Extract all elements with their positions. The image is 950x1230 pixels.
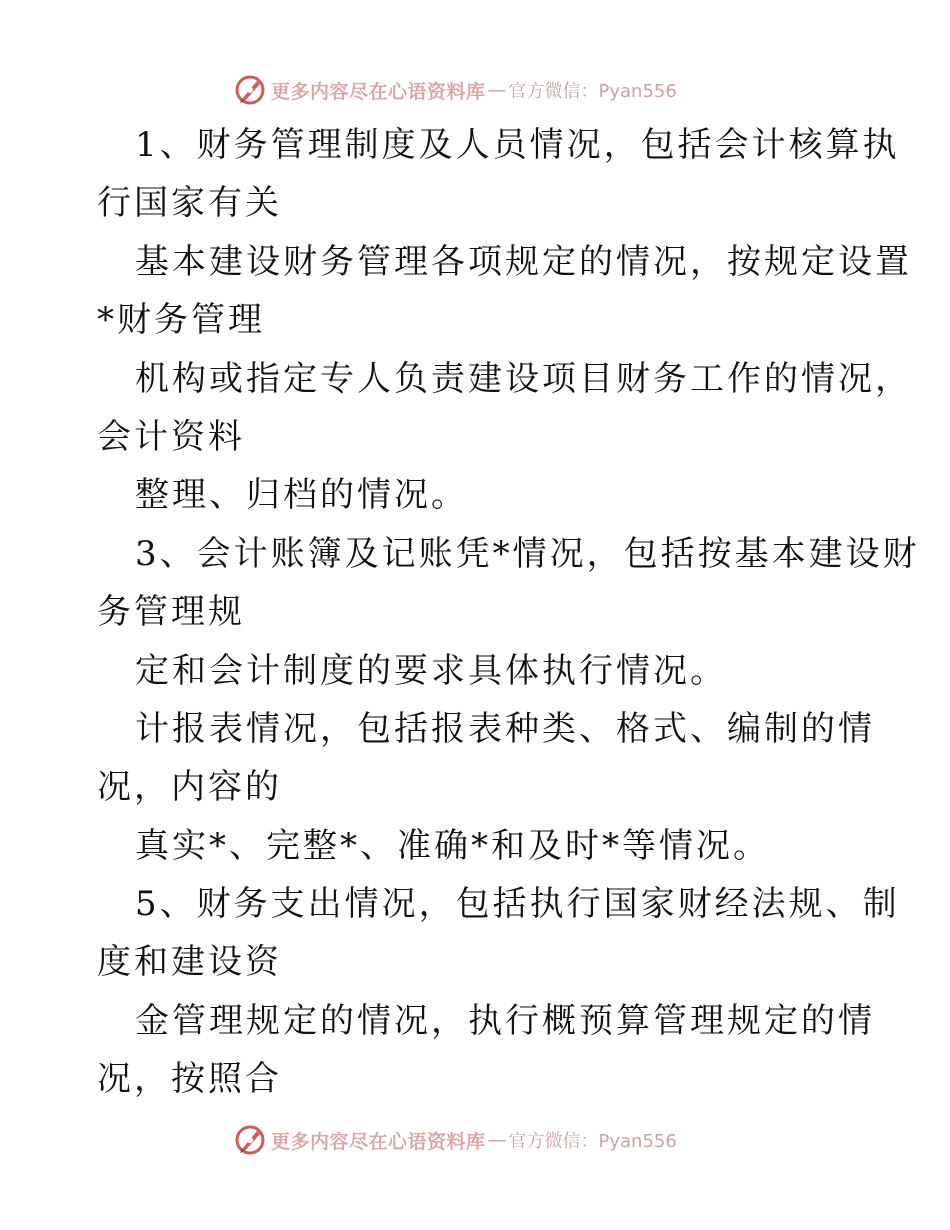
watermark-footer [233, 1122, 677, 1158]
text-line: 基本建设财务管理各项规定的情况，按规定设置 [135, 241, 912, 282]
pen-logo-icon [233, 73, 267, 107]
text-line: 金管理规定的情况，执行概预算管理规定的情 [135, 1000, 875, 1041]
watermark-site-text: 更多内容尽在心语资料库 [271, 80, 486, 103]
text-line: 机构或指定专人负责建设项目财务工作的情况， [135, 358, 912, 399]
document-body [97, 116, 920, 1109]
pen-logo-icon [233, 1123, 267, 1157]
text-line: 3、会计账簿及记账凭*情况，包括按基本建设财 [135, 533, 920, 574]
watermark-wechat-text: 官方微信：Pyan556 [508, 81, 677, 102]
text-line: 计报表情况，包括报表种类、格式、编制的情 [135, 708, 875, 749]
text-line: 会计资料 [97, 416, 245, 457]
text-line: 整理、归档的情况。 [135, 475, 468, 516]
watermark-separator: — [487, 1129, 507, 1151]
watermark-separator: — [487, 79, 507, 101]
text-line: 行国家有关 [97, 183, 282, 224]
watermark-wechat-text: 官方微信：Pyan556 [508, 1131, 677, 1152]
text-line: 度和建设资 [97, 942, 282, 983]
text-line: 况，按照合 [97, 1059, 282, 1100]
text-line: 5、财务支出情况，包括执行国家财经法规、制 [135, 884, 900, 925]
watermark-site-text: 更多内容尽在心语资料库 [271, 1130, 486, 1153]
text-line: 真实*、完整*、准确*和及时*等情况。 [135, 825, 770, 866]
text-line: 况，内容的 [97, 767, 282, 808]
text-line: *财务管理 [97, 300, 265, 341]
text-line: 1、财务管理制度及人员情况，包括会计核算执 [135, 125, 900, 165]
text-line: 定和会计制度的要求具体执行情况。 [135, 650, 727, 691]
text-line: 务管理规 [97, 592, 245, 633]
watermark-header [233, 72, 677, 108]
